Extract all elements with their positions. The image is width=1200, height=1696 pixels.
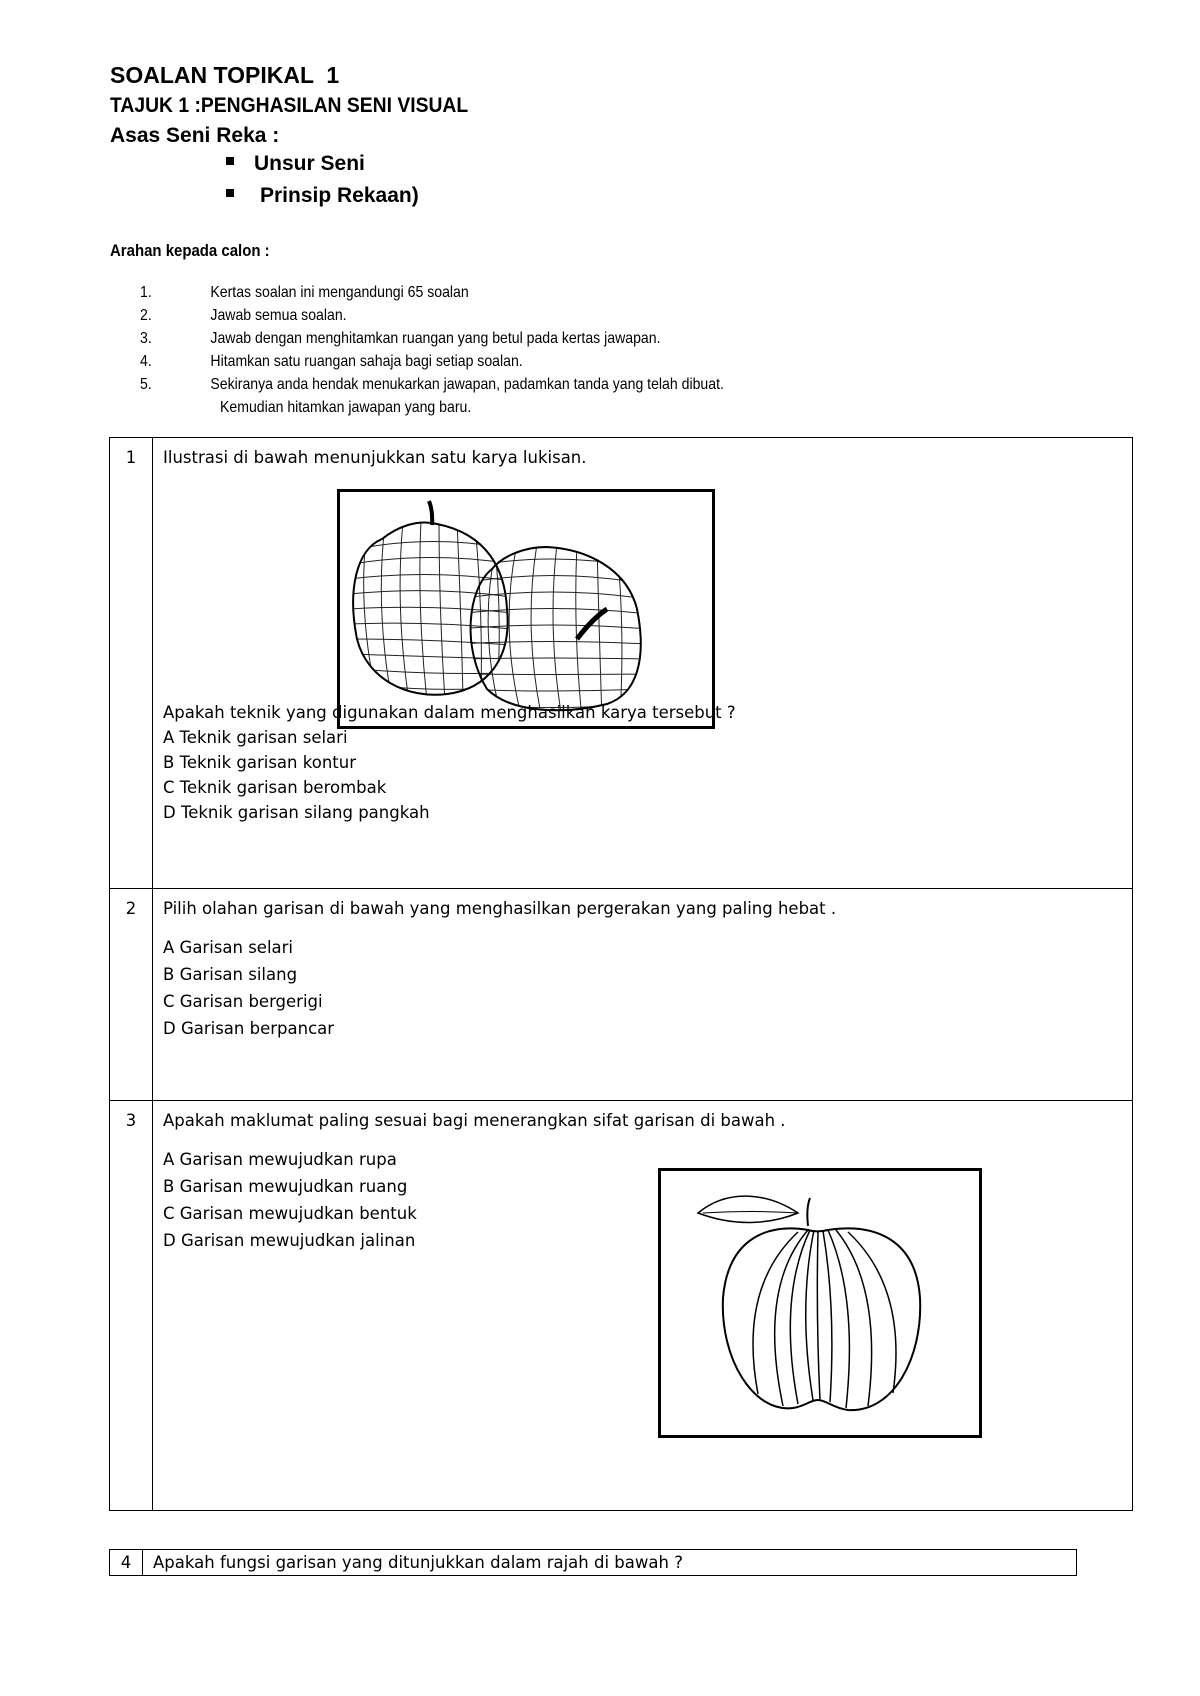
question-number: 3 — [110, 1101, 153, 1511]
question-stem: Apakah fungsi garisan yang ditunjukkan dalam rajah di bawah ? — [143, 1550, 1077, 1576]
instruction-item: 5. Sekiranya anda hendak menukarkan jawapan, padamkan tanda yang telah dibuat. — [140, 376, 724, 393]
bullet-item: Unsur Seni — [226, 152, 365, 176]
question-number: 4 — [110, 1550, 143, 1576]
question-body — [153, 1101, 1133, 1511]
question-row — [110, 889, 1133, 1101]
question-stem: Apakah maklumat paling sesuai bagi menerangkan sifat garisan di bawah . — [163, 1111, 786, 1130]
option-d: D Teknik garisan silang pangkah — [163, 803, 430, 822]
option-a: A Garisan mewujudkan rupa — [163, 1150, 397, 1169]
section-title: Asas Seni Reka : — [110, 124, 280, 147]
square-bullet-icon — [226, 189, 234, 197]
topic-title: TAJUK 1 :PENGHASILAN SENI VISUAL — [110, 94, 469, 117]
apple-line-illustration — [658, 1168, 982, 1438]
question-number: 2 — [110, 889, 153, 1101]
option-d: D Garisan berpancar — [163, 1019, 335, 1038]
instruction-item: 1. Kertas soalan ini mengandungi 65 soalan — [140, 284, 469, 301]
bullet-item: Prinsip Rekaan) — [226, 184, 419, 208]
option-b: B Garisan mewujudkan ruang — [163, 1177, 408, 1196]
question-4-table — [109, 1549, 1077, 1576]
question-row — [110, 1550, 1077, 1576]
option-c: C Teknik garisan berombak — [163, 778, 387, 797]
square-bullet-icon — [226, 157, 234, 165]
instruction-item: 4. Hitamkan satu ruangan sahaja bagi setiap soalan. — [140, 353, 523, 370]
option-d: D Garisan mewujudkan jalinan — [163, 1231, 416, 1250]
instruction-item: 3. Jawab dengan menghitamkan ruangan yang betul pada kertas jawapan. — [140, 330, 661, 347]
question-body — [153, 889, 1133, 1101]
option-c: C Garisan mewujudkan bentuk — [163, 1204, 417, 1223]
cross-hatch-fruit-illustration — [337, 489, 715, 729]
question-number: 1 — [110, 438, 153, 889]
page-title: SOALAN TOPIKAL 1 — [110, 62, 340, 88]
question-text: Apakah teknik yang digunakan dalam menghasilkan karya tersebut ? — [163, 703, 736, 722]
option-a: A Garisan selari — [163, 938, 294, 957]
instruction-continuation: Kemudian hitamkan jawapan yang baru. — [220, 399, 472, 416]
option-b: B Teknik garisan kontur — [163, 753, 356, 772]
question-stem: Ilustrasi di bawah menunjukkan satu karya lukisan. — [163, 448, 587, 467]
option-b: B Garisan silang — [163, 965, 298, 984]
option-a: A Teknik garisan selari — [163, 728, 348, 747]
instruction-item: 2. Jawab semua soalan. — [140, 307, 347, 324]
option-c: C Garisan bergerigi — [163, 992, 323, 1011]
question-stem: Pilih olahan garisan di bawah yang menghasilkan pergerakan yang paling hebat . — [163, 899, 837, 918]
instructions-title: Arahan kepada calon : — [110, 241, 270, 260]
